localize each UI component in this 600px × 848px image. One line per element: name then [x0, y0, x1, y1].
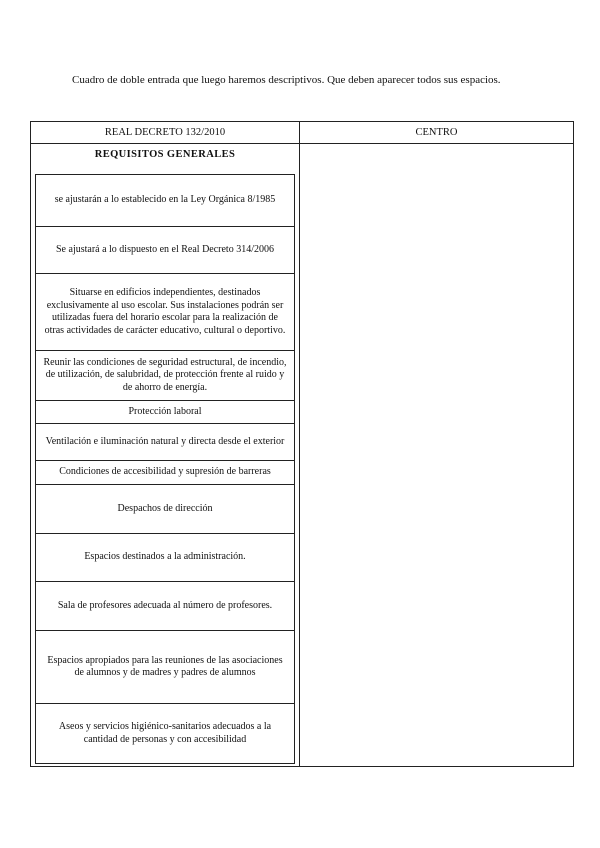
requirement-item: Aseos y servicios higiénico-sanitarios adecuados a la cantidad de personas y con accesibilidad [36, 703, 294, 763]
requirement-item: Se ajustará a lo dispuesto en el Real Decreto 314/2006 [36, 226, 294, 273]
requirement-item: se ajustarán a lo establecido en la Ley Orgánica 8/1985 [54, 194, 276, 206]
comparison-table [30, 121, 574, 767]
requirement-item: Espacios destinados a la administración. [36, 533, 294, 581]
requirement-item: Protección laboral [36, 400, 294, 423]
header-real-decreto: REAL DECRETO 132/2010 [104, 127, 226, 138]
requirement-item: Condiciones de accesibilidad y supresión de barreras [36, 460, 294, 484]
requirement-item: Espacios apropiados para las reuniones de las asociaciones de alumnos y de madres y padres de alumnos [36, 630, 294, 703]
requirement-item: Ventilación e iluminación natural y directa desde el exterior [36, 423, 294, 460]
header-centro: CENTRO [415, 127, 458, 138]
intro-text: Cuadro de doble entrada que luego haremos descriptivos. Que deben aparecer todos sus espacios. [72, 74, 501, 86]
requirement-item: Situarse en edificios independientes, destinados exclusivamente al uso escolar. Sus instalaciones podrán ser utilizadas fuera del horario escolar para la realización de otras actividades de carácter educativo, cultural o deportivo. [36, 273, 294, 350]
requirements-list [35, 174, 295, 764]
centro-column-cell [300, 144, 573, 766]
section-title-requisitos: REQUISITOS GENERALES [94, 149, 236, 160]
requirement-item: Sala de profesores adecuada al número de profesores. [36, 581, 294, 630]
requirement-item: Reunir las condiciones de seguridad estructural, de incendio, de utilización, de salubridad, de protección frente al ruido y de ahorro de energía. [36, 350, 294, 400]
table-header-row [31, 122, 573, 144]
requirement-item: Despachos de dirección [36, 484, 294, 533]
